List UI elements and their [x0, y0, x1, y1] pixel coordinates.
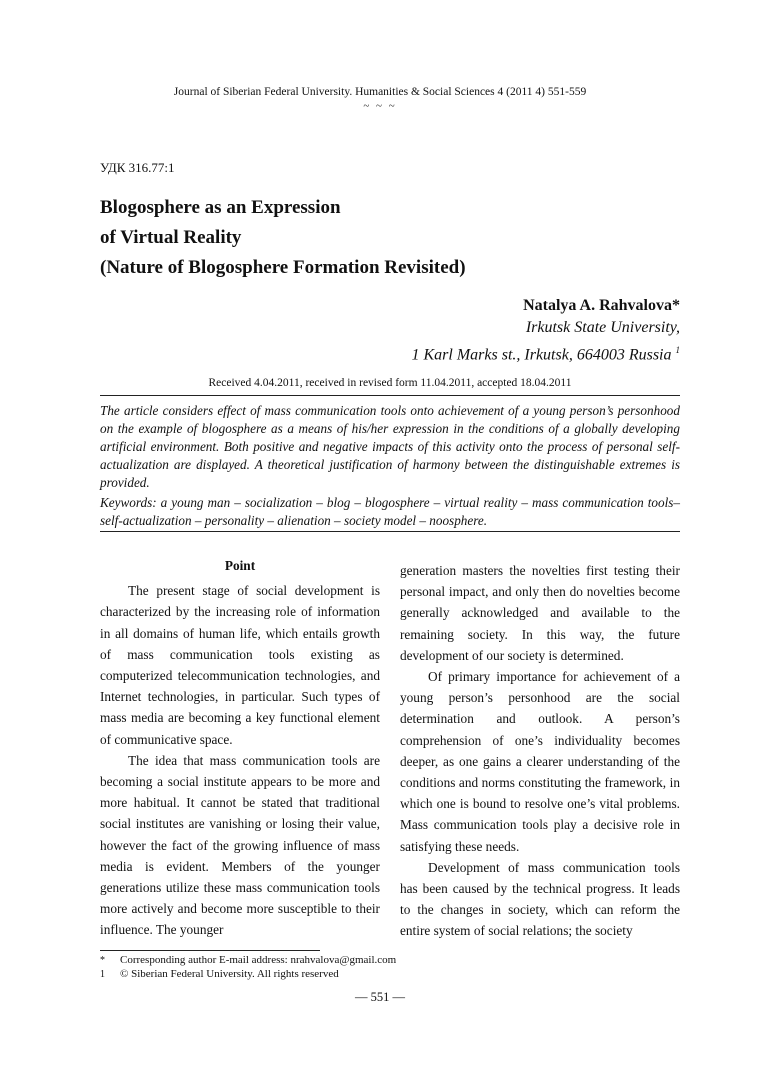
udk-code: УДК 316.77:1 [100, 160, 175, 175]
keywords: Keywords: a young man – socialization – blog – blogosphere – virtual reality – mass communication tools– self-actualization – personality – alienation – society model – noosphere. [100, 495, 680, 528]
address-footnote-mark: 1 [675, 345, 680, 355]
author-address: 1 Karl Marks st., Irkutsk, 664003 Russia [411, 346, 672, 364]
title-line-2: of Virtual Reality [100, 227, 242, 248]
footnote-2 [100, 967, 339, 982]
journal-header: Journal of Siberian Federal University. Humanities & Social Sciences 4 (2011 4) 551-559 [173, 86, 587, 98]
title-line-3: (Nature of Blogosphere Formation Revisited) [100, 257, 466, 278]
author-block [412, 295, 681, 366]
divider-top [100, 395, 680, 396]
author-name: Natalya A. Rahvalova* [523, 297, 680, 314]
right-column [400, 560, 680, 942]
received-dates: Received 4.04.2011, received in revised form 11.04.2011, accepted 18.04.2011 [208, 377, 572, 389]
footnote-mark: * [100, 955, 105, 966]
right-paragraph-3: Development of mass communication tools has been caused by the technical progress. It leads to the changes in society, which can reform the entire system of social relations; the society [400, 859, 680, 939]
abstract: The article considers effect of mass communication tools onto achievement of a young person’s personhood on the example of blogosphere as a means of his/her expression in the conditions of a globally developing artificial environment. Both positive and negative impacts of this activity onto the process of personal self-actualization are displayed. A theoretical justification of harmony between the distinguishable extremes is provided. [100, 403, 680, 490]
divider-bottom [100, 531, 680, 532]
author-affiliation: Irkutsk State University, [525, 319, 680, 336]
title-line-1: Blogosphere as an Expression [100, 197, 341, 218]
footnote-text: © Siberian Federal University. All rights reserved [120, 968, 339, 980]
left-paragraph-2: The idea that mass communication tools are becoming a social institute appears to be more and more habitual. It cannot be stated that traditional social institutes are vanishing or losing their value, however the fact of the growing influence of mass media is evident. Members of the younger generations utilize these mass communication tools more actively and become more susceptible to their influence. The younger [100, 752, 380, 938]
right-paragraph-2: Of primary importance for achievement of a young person’s personhood are the social determination and outlook. A person’s comprehension of one’s individuality becomes deeper, as one gains a clearer understanding of the conditions and norms constituting the framework, in which one is bound to resolve one’s vital problems. Mass communication tools play a decisive role in satisfying these needs. [400, 669, 680, 854]
left-column [100, 555, 380, 941]
footnote-text: Corresponding author E-mail address: nrahvalova@gmail.com [120, 954, 397, 966]
footnote-mark: 1 [100, 969, 105, 980]
article-title [100, 193, 466, 283]
right-paragraph-1: generation masters the novelties first testing their personal impact, and only then do novelties become generally acknowledged and available to the remaining society. In this way, the future development of our society is determined. [400, 563, 680, 663]
page-number: — 551 — [355, 990, 405, 1004]
footnote-rule [100, 950, 320, 951]
author-address-line [412, 339, 681, 366]
header-ornament: ~ ~ ~ [363, 100, 397, 112]
left-paragraph-1: The present stage of social development is characterized by the increasing role of information in all domains of human life, which entails growth of mass communication tools existing as computerized telecommunication technologies, and Internet technologies, in particular. Such types of mass media are becoming a key functional element of communicative space. [100, 583, 380, 747]
section-heading: Point [224, 558, 256, 573]
footnote-1 [100, 953, 396, 968]
